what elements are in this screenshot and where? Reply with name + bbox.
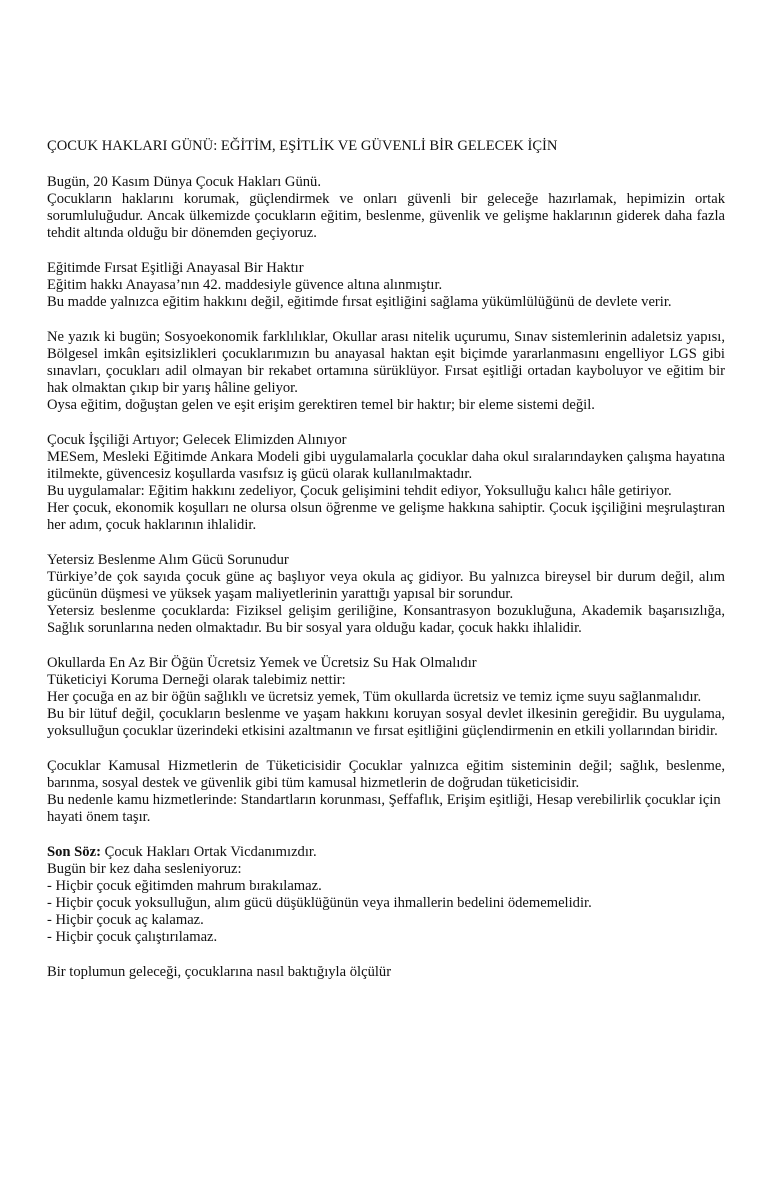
education-line-2: Bu madde yalnızca eğitim hakkını değil, eğitimde fırsat eşitliğini sağlama yükümlülüğünü de devlete verir.	[47, 294, 672, 310]
nutrition-heading: Yetersiz Beslenme Alım Gücü Sorunudur	[47, 552, 289, 568]
meals-heading: Okullarda En Az Bir Öğün Ücretsiz Yemek ve Ücretsiz Su Hak Olmalıdır	[47, 655, 477, 671]
intro-paragraph: Çocukların haklarını korumak, güçlendirmek ve onları güvenli bir geleceğe hazırlamak, hepimizin ortak sorumluluğudur. Ancak ülkemizde çocukların eğitim, beslenme, güvenlik ve gelişme haklarının giderek daha fazla tehdit altında olduğu bir dönemden geçiyoruz.	[47, 191, 725, 241]
public-services-section	[47, 758, 725, 826]
document-title: ÇOCUK HAKLARI GÜNÜ: EĞİTİM, EŞİTLİK VE GÜVENLİ BİR GELECEK İÇİN	[47, 138, 558, 154]
meals-section	[47, 655, 725, 740]
nutrition-paragraph: Türkiye’de çok sayıda çocuk güne aç başlıyor veya okula aç gidiyor. Bu yalnızca bireysel bir durum değil, alım gücünün düşmesi ve yüksek yaşam maliyetlerinin yarattığı yapısal bir sorundur.	[47, 569, 725, 602]
education-line-3: Oysa eğitim, doğuştan gelen ve eşit erişim gerektiren temel bir haktır; bir eleme sistemi değil.	[47, 397, 595, 413]
closing-section	[47, 844, 725, 946]
intro-date-line: Bugün, 20 Kasım Dünya Çocuk Hakları Günü.	[47, 174, 322, 190]
education-heading: Eğitimde Fırsat Eşitliği Anayasal Bir Haktır	[47, 260, 304, 276]
list-item: - Hiçbir çocuk eğitimden mahrum bırakılamaz.	[47, 878, 322, 894]
final-sentence: Bir toplumun geleceği, çocuklarına nasıl baktığıyla ölçülür	[47, 964, 392, 980]
closing-heading-rest: Çocuk Hakları Ortak Vicdanımızdır.	[100, 844, 317, 860]
meals-paragraph: Bu bir lütuf değil, çocukların beslenme ve yaşam hakkını koruyan sosyal devlet ilkesinin gereğidir. Bu uygulama, yoksulluğun çocuklar üzerindeki etkisini azaltmanın ve fırsat eşitliğini güçlendirmenin en etkili yollarından biridir.	[47, 706, 725, 739]
nutrition-paragraph-2: Yetersiz beslenme çocuklarda: Fiziksel gelişim geriliğine, Konsantrasyon bozukluğuna, Akademik başarısızlığa, Sağlık sorunlarına neden olmaktadır. Bu bir sosyal yara olduğu kadar, çocuk hakkı ihlalidir.	[47, 603, 725, 636]
labor-section	[47, 432, 725, 534]
list-item: - Hiçbir çocuk çalıştırılamaz.	[47, 929, 218, 945]
education-paragraph: Ne yazık ki bugün; Sosyoekonomik farklılıklar, Okullar arası nitelik uçurumu, Sınav sistemlerinin adaletsiz yapısı, Bölgesel imkân eşitsizlikleri çocuklarımızın bu anayasal haktan eşit biçimde yararlanmasını engelliyor LGS gibi sınavları, çocukları adil olmayan bir rekabet ortamına sürüklüyor. Fırsat eşitliği ortadan kayboluyor ve eğitim bir hak olmaktan çıkıp bir yarış hâline geliyor.	[47, 329, 725, 396]
closing-heading-bold: Son Söz:	[47, 844, 101, 860]
intro-section	[47, 174, 725, 242]
labor-line-1: Bu uygulamalar: Eğitim hakkını zedeliyor, Çocuk gelişimini tehdit ediyor, Yoksulluğu kalıcı hâle getiriyor.	[47, 483, 672, 499]
list-item: - Hiçbir çocuk yoksulluğun, alım gücü düşüklüğünün veya ihmallerin bedelini ödememelidir.	[47, 895, 592, 911]
public-services-paragraph: Çocuklar Kamusal Hizmetlerin de Tüketicisidir Çocuklar yalnızca eğitim sisteminin değil; sağlık, beslenme, barınma, sosyal destek ve güvenlik gibi tüm kamusal hizmetlerin de doğrudan tüketicisidir.	[47, 758, 725, 791]
closing-line-1: Bugün bir kez daha sesleniyoruz:	[47, 861, 242, 877]
meals-line-1: Tüketiciyi Koruma Derneği olarak talebimiz nettir:	[47, 672, 346, 688]
education-detail-section	[47, 329, 725, 414]
closing-heading	[47, 844, 725, 861]
education-section	[47, 260, 725, 311]
meals-line-2: Her çocuğa en az bir öğün sağlıklı ve ücretsiz yemek, Tüm okullarda ücretsiz ve temiz içme suyu sağlanmalıdır.	[47, 689, 702, 705]
labor-paragraph: MESem, Mesleki Eğitimde Ankara Modeli gibi uygulamalarla çocuklar daha okul sıralarındayken çalışma hayatına itilmekte, güvencesiz koşullarda vasıfsız iş gücü olarak kullanılmaktadır.	[47, 449, 725, 482]
labor-heading: Çocuk İşçiliği Artıyor; Gelecek Elimizden Alınıyor	[47, 432, 347, 448]
document-page	[47, 138, 725, 999]
final-section	[47, 964, 725, 981]
labor-paragraph-2: Her çocuk, ekonomik koşulları ne olursa olsun öğrenme ve gelişme hakkına sahiptir. Çocuk işçiliğini meşrulaştıran her adım, çocuk haklarının ihlalidir.	[47, 500, 725, 533]
nutrition-section	[47, 552, 725, 637]
education-line-1: Eğitim hakkı Anayasa’nın 42. maddesiyle güvence altına alınmıştır.	[47, 277, 443, 293]
public-services-paragraph-2: Bu nedenle kamu hizmetlerinde: Standartların korunması, Şeffaflık, Erişim eşitliği, Hesap verebilirlik çocuklar için hayati önem taşır.	[47, 792, 721, 825]
closing-bullet-list	[47, 878, 725, 946]
list-item: - Hiçbir çocuk aç kalamaz.	[47, 912, 204, 928]
